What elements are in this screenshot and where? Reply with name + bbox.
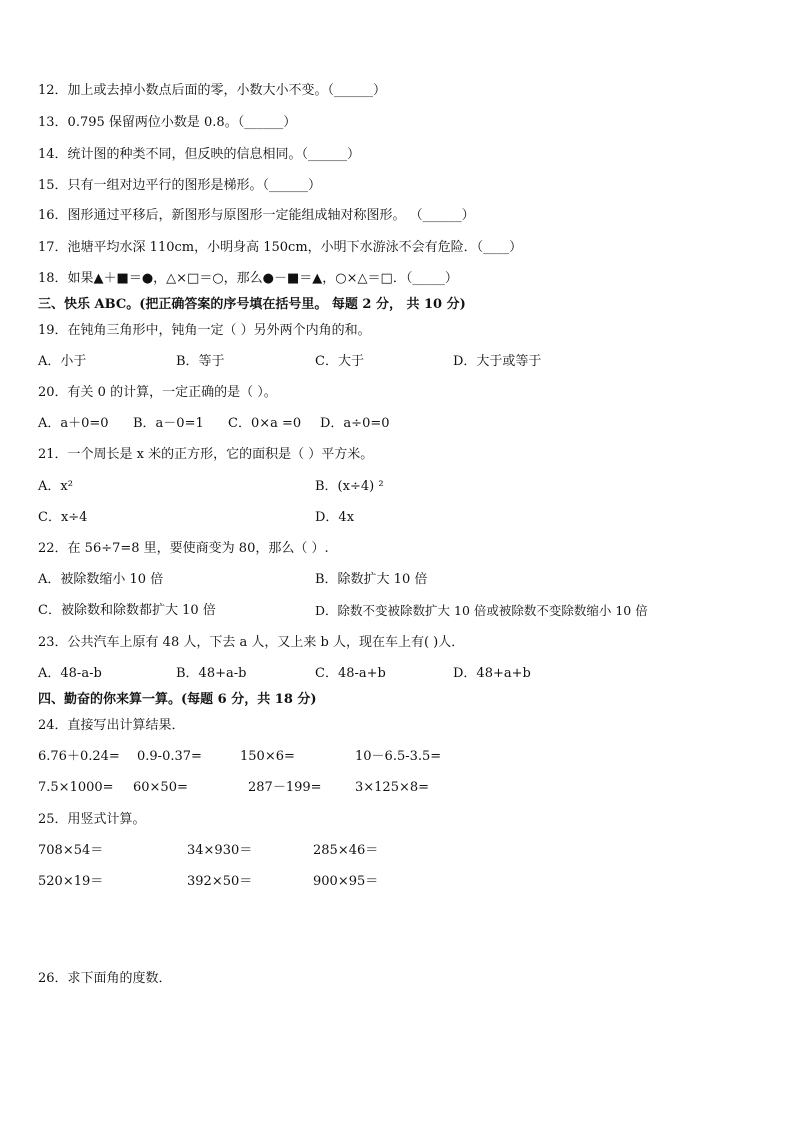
q19-option-d: D．大于或等于 [453,354,542,369]
q24-expr: 150×6= [240,749,295,764]
q25-expr: 520×19＝ [38,874,104,889]
q25-expr: 392×50＝ [187,874,253,889]
q21-option-d: D．4x [315,510,355,525]
q22-option-d: D．除数不变被除数扩大 10 倍或被除数不变除数缩小 10 倍 [315,603,648,618]
question-22-stem: 22．在 56÷7=8 里，要使商变为 80，那么（ ）. [38,541,329,556]
q20-option-b: B．a－0=1 [133,416,204,431]
q25-expr: 34×930＝ [187,843,253,858]
question-13: 13．0.795 保留两位小数是 0.8。（______） [38,115,297,130]
q20-option-c: C．0×a =0 [228,416,302,431]
q23-option-b: B．48+a-b [176,666,247,681]
q19-option-a: A．小于 [38,354,87,369]
q22-option-a: A．被除数缩小 10 倍 [38,572,164,587]
q24-expr: 3×125×8= [355,780,430,795]
q20-option-d: D．a÷0=0 [320,416,390,431]
q25-expr: 285×46＝ [313,843,379,858]
q25-expr: 708×54＝ [38,843,104,858]
q23-option-a: A．48-a-b [38,666,102,681]
question-15: 15．只有一组对边平行的图形是梯形。（______） [38,178,322,193]
q22-option-b: B．除数扩大 10 倍 [315,572,428,587]
q19-option-b: B．等于 [176,354,225,369]
q24-expr: 0.9-0.37= [137,749,202,764]
q20-option-a: A．a＋0=0 [38,416,109,431]
question-26-stem: 26．求下面角的度数． [38,971,172,986]
q24-expr: 287－199= [248,780,322,795]
question-18: 18．如果▲＋■＝●，△×□＝○，那么●－■＝▲，○×△＝□．（_____） [38,271,458,286]
q21-option-b: B．(x÷4) ² [315,479,384,494]
q23-option-d: D．48+a+b [453,666,531,681]
question-12: 12．加上或去掉小数点后面的零，小数大小不变。（______） [38,83,387,98]
q24-expr: 6.76＋0.24= [38,749,120,764]
question-21-stem: 21．一个周长是 x 米的正方形，它的面积是（ ）平方米。 [38,447,374,462]
question-23-stem: 23．公共汽车上原有 48 人，下去 a 人，又上来 b 人，现在车上有( )人． [38,635,465,650]
question-16: 16．图形通过平移后，新图形与原图形一定能组成轴对称图形。 （______） [38,208,475,223]
q21-option-c: C．x÷4 [38,510,88,525]
section-3-heading: 三、快乐 ABC。(把正确答案的序号填在括号里。 每题 2 分， 共 10 分) [38,297,466,312]
section-4-heading: 四、勤奋的你来算一算。(每题 6 分，共 18 分) [38,692,317,707]
q21-option-a: A．x² [38,479,73,494]
question-20-stem: 20．有关 0 的计算，一定正确的是（ ）。 [38,385,277,400]
q23-option-c: C．48-a+b [315,666,386,681]
q24-expr: 10－6.5-3.5= [355,749,442,764]
question-14: 14．统计图的种类不同，但反映的信息相同。（______） [38,147,361,162]
q22-option-c: C．被除数和除数都扩大 10 倍 [38,603,216,618]
question-19-stem: 19．在钝角三角形中，钝角一定（ ）另外两个内角的和。 [38,323,371,338]
q24-expr: 7.5×1000= [38,780,114,795]
q19-option-c: C．大于 [315,354,364,369]
question-25-stem: 25．用竖式计算。 [38,812,146,827]
q25-expr: 900×95＝ [313,874,379,889]
question-17: 17．池塘平均水深 110cm，小明身高 150cm，小明下水游泳不会有危险．（____） [38,240,523,255]
question-24-stem: 24．直接写出计算结果． [38,718,185,733]
q24-expr: 60×50= [133,780,188,795]
